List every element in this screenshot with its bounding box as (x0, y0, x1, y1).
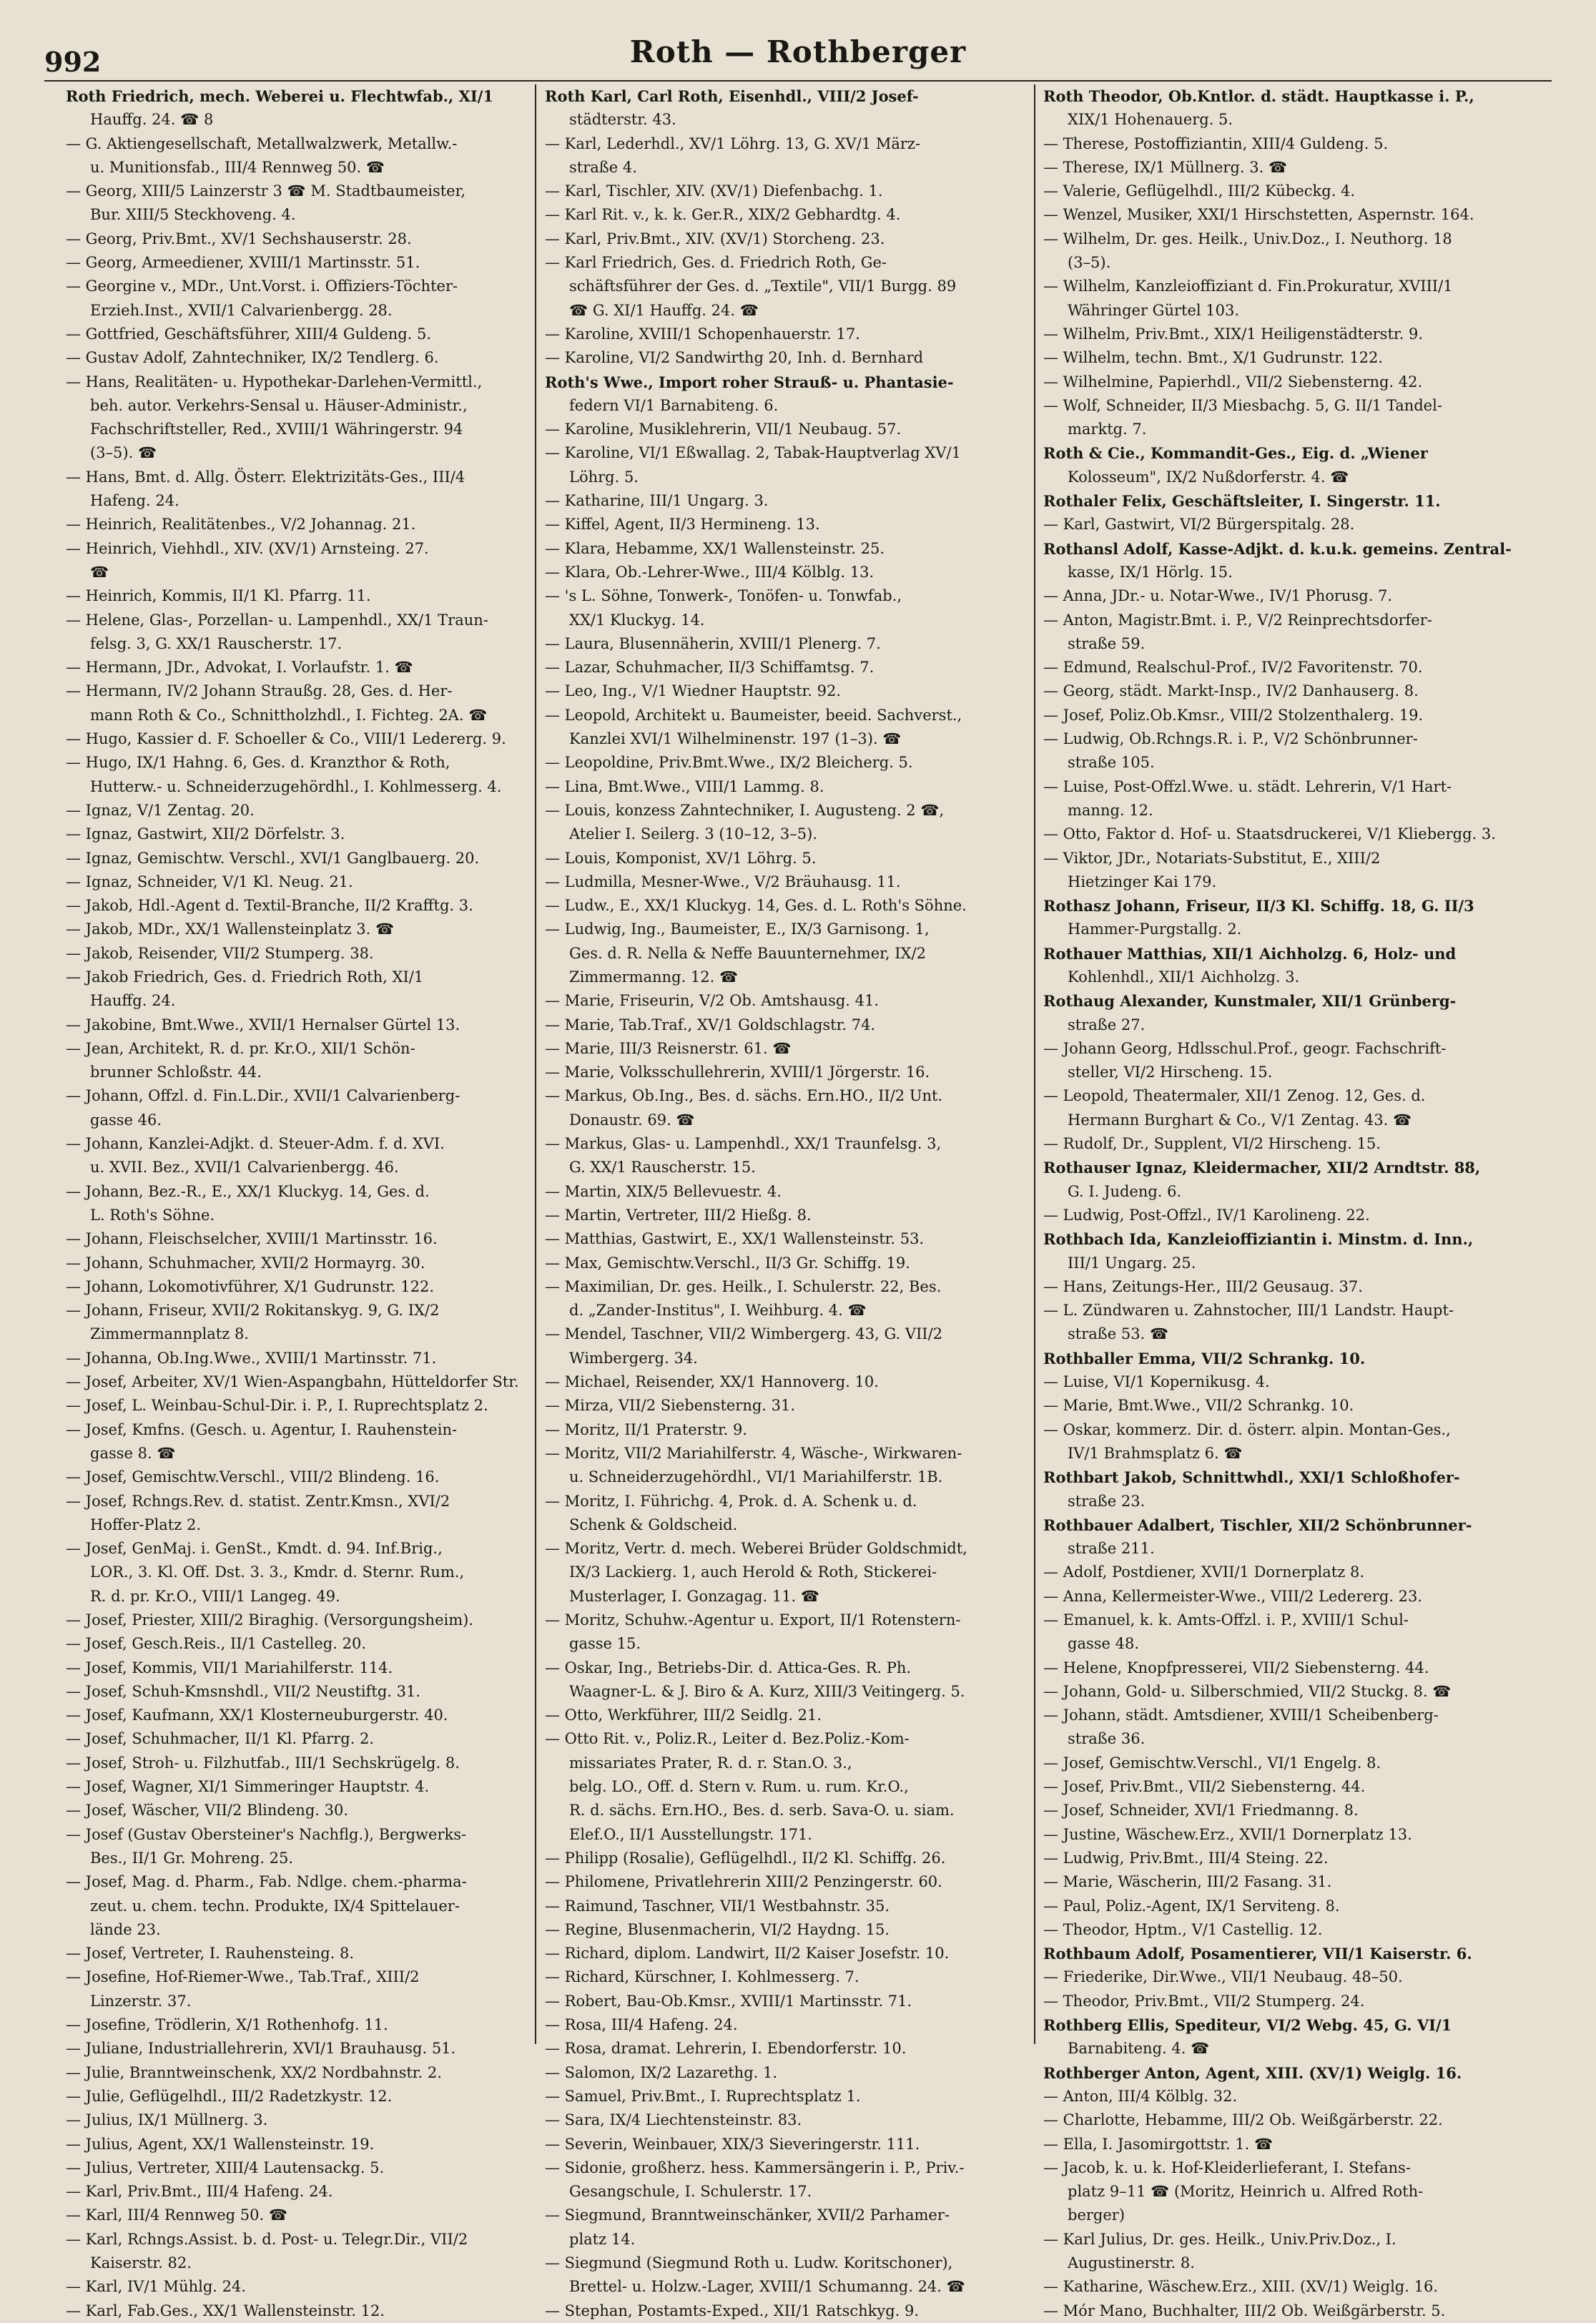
directory-entry: — Gottfried, Geschäftsführer, XIII/4 Guldeng. 5. (66, 325, 432, 343)
directory-entry: Kaiserstr. 82. (90, 2254, 192, 2272)
directory-entry: Fachschriftsteller, Red., XVIII/1 Währingerstr. 94 (90, 421, 463, 438)
directory-entry: — Emanuel, k. k. Amts-Offzl. i. P., XVIII/1 Schul- (1043, 1611, 1409, 1629)
directory-entry: — Sidonie, großherz. hess. Kammersängerin i. P., Priv.- (545, 2159, 965, 2176)
directory-entry: ☎ G. XI/1 Hauffg. 24. ☎ (569, 301, 759, 319)
directory-entry: — Leopold, Architekt u. Baumeister, beeid. Sachverst., (545, 706, 962, 724)
directory-entry: — Marie, Friseurin, V/2 Ob. Amtshausg. 41. (545, 992, 880, 1010)
directory-entry: — Wilhelm, Dr. ges. Heilk., Univ.Doz., I. Neuthorg. 18 (1043, 230, 1452, 247)
directory-entry: Rothberg Ellis, Spediteur, VI/2 Webg. 45, G. VI/1 (1043, 2016, 1452, 2035)
directory-entry: — Adolf, Postdiener, XVII/1 Dornerplatz 8. (1043, 1563, 1364, 1581)
directory-entry: marktg. 7. (1068, 421, 1147, 438)
directory-entry: G. I. Judeng. 6. (1068, 1182, 1182, 1200)
directory-entry: — Josef, Kommis, VII/1 Mariahilferstr. 114. (66, 1659, 393, 1676)
directory-entry: — Rosa, dramat. Lehrerin, I. Ebendorferstr. 10. (545, 2040, 907, 2058)
directory-entry: — Josef, Poliz.Ob.Kmsr., VIII/2 Stolzenthalerg. 19. (1043, 706, 1424, 724)
directory-entry: — Ignaz, Gemischtw. Verschl., XVI/1 Ganglbauerg. 20. (66, 849, 480, 867)
directory-entry: — Karl, IV/1 Mühlg. 24. (66, 2278, 247, 2296)
directory-entry: Roth Karl, Carl Roth, Eisenhdl., VIII/2 Josef- (545, 87, 919, 105)
directory-entry: — Georg, Armeediener, XVIII/1 Martinsstr. 51. (66, 254, 420, 272)
directory-entry: — Moritz, Vertr. d. mech. Weberei Brüder Goldschmidt, (545, 1540, 967, 1558)
directory-entry: — Louis, Komponist, XV/1 Löhrg. 5. (545, 849, 817, 867)
directory-entry: Zimmermanng. 12. ☎ (569, 968, 739, 986)
column-divider (1034, 84, 1035, 2044)
directory-entry: Bur. XIII/5 Steckhoveng. 4. (90, 206, 296, 224)
directory-entry: — Marie, III/3 Reisnerstr. 61. ☎ (545, 1039, 792, 1057)
directory-entry: gasse 46. (90, 1111, 162, 1129)
directory-entry: — Mór Mano, Buchhalter, III/2 Ob. Weißgärberstr. 5. (1043, 2302, 1446, 2319)
directory-entry: — Rudolf, Dr., Supplent, VI/2 Hirscheng. 15. (1043, 1135, 1381, 1153)
column-divider (535, 84, 536, 2044)
directory-entry: — Josef, Priester, XIII/2 Biraghig. (Versorgungsheim). (66, 1611, 474, 1629)
directory-entry: — Johann, Bez.-R., E., XX/1 Kluckyg. 14, Ges. d. (66, 1182, 430, 1200)
directory-entry: — Katharine, Wäschew.Erz., XIII. (XV/1) Weiglg. 16. (1043, 2278, 1438, 2296)
directory-entry: Zimmermannplatz 8. (90, 1325, 249, 1343)
directory-entry: — Sara, IX/4 Liechtensteinstr. 83. (545, 2111, 802, 2129)
directory-entry: kasse, IX/1 Hörlg. 15. (1068, 563, 1233, 581)
directory-entry: Linzerstr. 37. (90, 1992, 192, 2010)
directory-entry: Hammer-Purgstallg. 2. (1068, 920, 1242, 938)
directory-entry: — Karl Julius, Dr. ges. Heilk., Univ.Priv.Doz., I. (1043, 2230, 1396, 2248)
directory-entry: — Ludw., E., XX/1 Kluckyg. 14, Ges. d. L. Roth's Söhne. (545, 897, 967, 915)
directory-entry: — Hans, Zeitungs-Her., III/2 Geusaug. 37. (1043, 1277, 1363, 1295)
directory-entry: — Hans, Bmt. d. Allg. Österr. Elektrizitäts-Ges., III/4 (66, 468, 466, 486)
directory-entry: missariates Prater, R. d. r. Stan.O. 3., (569, 1754, 852, 1772)
directory-entry: XIX/1 Hohenauerg. 5. (1068, 111, 1233, 129)
directory-entry: u. Schneiderzugehördhl., VI/1 Mariahilferstr. 1B. (569, 1468, 943, 1486)
directory-entry: — Therese, IX/1 Müllnerg. 3. ☎ (1043, 158, 1288, 176)
directory-entry: — Ludwig, Post-Offzl., IV/1 Karolineng. 22. (1043, 1206, 1370, 1224)
directory-entry: — Leo, Ing., V/1 Wiedner Hauptstr. 92. (545, 682, 842, 700)
directory-entry: — Leopoldine, Priv.Bmt.Wwe., IX/2 Bleicherg. 5. (545, 754, 913, 772)
directory-entry: — Justine, Wäschew.Erz., XVII/1 Dornerplatz 13. (1043, 1825, 1412, 1843)
directory-entry: Roth Friedrich, mech. Weberei u. Flechtwfab., XI/1 (66, 87, 493, 105)
directory-entry: — Josef, GenMaj. i. GenSt., Kmdt. d. 94. Inf.Brig., (66, 1540, 443, 1558)
directory-entry: Hauffg. 24. (90, 992, 176, 1010)
directory-entry: Roth Theodor, Ob.Kntlor. d. städt. Hauptkasse i. P., (1043, 87, 1474, 105)
directory-entry: berger) (1068, 2206, 1125, 2224)
directory-entry: — Josefine, Hof-Riemer-Wwe., Tab.Traf., XIII/2 (66, 1968, 420, 1986)
directory-entry: — Anton, Magistr.Bmt. i. P., V/2 Reinprechtsdorfer- (1043, 611, 1432, 629)
directory-entry: — Moritz, Schuhw.-Agentur u. Export, II/1 Rotenstern- (545, 1611, 961, 1629)
directory-entry: — Moritz, VII/2 Mariahilferstr. 4, Wäsche-, Wirkwaren- (545, 1444, 962, 1462)
directory-entry: (3–5). (1068, 254, 1111, 272)
directory-entry: — Karoline, VI/2 Sandwirthg 20, Inh. d. Bernhard (545, 349, 924, 367)
directory-entry: gasse 48. (1068, 1635, 1140, 1653)
directory-entry: R. d. sächs. Ern.HO., Bes. d. serb. Sava-O. u. siam. (569, 1802, 955, 1819)
directory-entry: — Josef, Arbeiter, XV/1 Wien-Aspangbahn, Hütteldorfer Str. (66, 1373, 519, 1391)
directory-entry: — Wilhelm, techn. Bmt., X/1 Gudrunstr. 122. (1043, 349, 1384, 367)
directory-entry: — Theodor, Hptm., V/1 Castellig. 12. (1043, 1920, 1323, 1938)
directory-entry: — Karl Rit. v., k. k. Ger.R., XIX/2 Gebhardtg. 4. (545, 206, 901, 224)
directory-entry: — Julius, Vertreter, XIII/4 Lautensackg. 5. (66, 2159, 385, 2176)
directory-entry: Kanzlei XVI/1 Wilhelminenstr. 197 (1–3). ☎ (569, 730, 902, 748)
column-1 (66, 84, 525, 2319)
directory-entry: straße 105. (1068, 754, 1155, 772)
column-2 (545, 84, 1004, 2319)
directory-entry: — Heinrich, Kommis, II/1 Kl. Pfarrg. 11. (66, 587, 371, 605)
directory-entry: — Theodor, Priv.Bmt., VII/2 Stumperg. 24. (1043, 1992, 1365, 2010)
column-3 (1043, 84, 1512, 2319)
directory-entry: u. XVII. Bez., XVII/1 Calvarienbergg. 46. (90, 1159, 399, 1177)
directory-entry: — Juliane, Industriallehrerin, XVI/1 Brauhausg. 51. (66, 2040, 456, 2058)
directory-entry: — Max, Gemischtw.Verschl., II/3 Gr. Schiffg. 19. (545, 1254, 910, 1272)
directory-entry: Währinger Gürtel 103. (1068, 301, 1240, 319)
directory-entry: — Georg, städt. Markt-Insp., IV/2 Danhauserg. 8. (1043, 682, 1419, 700)
directory-entry: — Josef, Schneider, XVI/1 Friedmanng. 8. (1043, 1802, 1359, 1819)
directory-entry: — Josef, Wäscher, VII/2 Blindeng. 30. (66, 1802, 349, 1819)
directory-entry: — Paul, Poliz.-Agent, IX/1 Serviteng. 8. (1043, 1897, 1340, 1915)
directory-entry: — Hugo, Kassier d. F. Schoeller & Co., VIII/1 Ledererg. 9. (66, 730, 506, 748)
directory-entry: Rothauser Ignaz, Kleidermacher, XII/2 Arndtstr. 88, (1043, 1159, 1481, 1177)
directory-entry: — Regine, Blusenmacherin, VI/2 Haydng. 15. (545, 1920, 890, 1938)
directory-entry: — Louis, konzess Zahntechniker, I. Augusteng. 2 ☎, (545, 801, 945, 819)
directory-entry: Roth & Cie., Kommandit-Ges., Eig. d. „Wiener (1043, 444, 1428, 463)
directory-entry: — Heinrich, Viehhdl., XIV. (XV/1) Arnsteing. 27. (66, 539, 429, 557)
directory-entry: Rothauer Matthias, XII/1 Aichholzg. 6, Holz- und (1043, 944, 1457, 963)
directory-entry: Hietzinger Kai 179. (1068, 873, 1217, 890)
directory-entry: Kolosseum", IX/2 Nußdorferstr. 4. ☎ (1068, 468, 1349, 486)
directory-entry: — Karl, III/4 Rennweg 50. ☎ (66, 2206, 288, 2224)
directory-entry: Hutterw.- u. Schneiderzugehördhl., I. Kohlmesserg. 4. (90, 777, 502, 795)
directory-entry: Bes., II/1 Gr. Mohreng. 25. (90, 1849, 294, 1867)
directory-entry: — Karoline, Musiklehrerin, VII/1 Neubaug. 57. (545, 421, 902, 438)
directory-entry: Erzieh.Inst., XVII/1 Calvarienbergg. 28. (90, 301, 393, 319)
directory-entry: G. XX/1 Rauscherstr. 15. (569, 1159, 756, 1177)
directory-entry: — Georg, Priv.Bmt., XV/1 Sechshauserstr. 28. (66, 230, 412, 247)
directory-entry: städterstr. 43. (569, 111, 676, 129)
directory-entry: L. Roth's Söhne. (90, 1206, 215, 1224)
directory-entry: — Martin, XIX/5 Bellevuestr. 4. (545, 1182, 782, 1200)
directory-entry: Wimbergerg. 34. (569, 1349, 698, 1367)
directory-entry: — G. Aktiengesellschaft, Metallwalzwerk, Metallw.- (66, 134, 458, 152)
directory-entry: — Otto, Werkführer, III/2 Seidlg. 21. (545, 1706, 822, 1724)
directory-entry: — Kiffel, Agent, II/3 Hermineng. 13. (545, 516, 820, 534)
directory-entry: — Oskar, kommerz. Dir. d. österr. alpin. Montan-Ges., (1043, 1420, 1451, 1438)
directory-entry: IX/3 Lackierg. 1, auch Herold & Roth, Stickerei- (569, 1563, 937, 1581)
directory-entry: — Siegmund (Siegmund Roth u. Ludw. Koritschoner), (545, 2254, 953, 2272)
directory-entry: — Marie, Volksschullehrerin, XVIII/1 Jörgerstr. 16. (545, 1064, 930, 1081)
directory-entry: — Karl, Priv.Bmt., XIV. (XV/1) Storcheng. 23. (545, 230, 885, 247)
directory-entry: — Julie, Branntweinschenk, XX/2 Nordbahnstr. 2. (66, 2063, 442, 2081)
directory-entry: — Anna, JDr.- u. Notar-Wwe., IV/1 Phorusg. 7. (1043, 587, 1393, 605)
directory-entry: — Josef (Gustav Obersteiner's Nachflg.), Bergwerks- (66, 1825, 467, 1843)
directory-entry: Rothbach Ida, Kanzleioffiziantin i. Minstm. d. Inn., (1043, 1230, 1474, 1249)
directory-entry: — Rosa, III/4 Hafeng. 24. (545, 2016, 738, 2034)
directory-entry: — Richard, Kürschner, I. Kohlmesserg. 7. (545, 1968, 859, 1986)
directory-entry: beh. autor. Verkehrs-Sensal u. Häuser-Administr., (90, 396, 468, 414)
directory-entry: — Leopold, Theatermaler, XII/1 Zenog. 12, Ges. d. (1043, 1087, 1426, 1105)
directory-entry: Barnabiteng. 4. ☎ (1068, 2040, 1210, 2058)
directory-entry: — Johann, Schuhmacher, XVII/2 Hormayrg. 30. (66, 1254, 425, 1272)
directory-entry: — Jakobine, Bmt.Wwe., XVII/1 Hernalser Gürtel 13. (66, 1016, 460, 1033)
directory-entry: — Karl, Rchngs.Assist. b. d. Post- u. Telegr.Dir., VII/2 (66, 2230, 468, 2248)
directory-entry: manng. 12. (1068, 801, 1153, 819)
directory-entry: — Klara, Hebamme, XX/1 Wallensteinstr. 25. (545, 539, 885, 557)
directory-entry: Waagner-L. & J. Biro & A. Kurz, XIII/3 Veitingerg. 5. (569, 1682, 965, 1700)
directory-entry: Hermann Burghart & Co., V/1 Zentag. 43. ☎ (1068, 1111, 1412, 1129)
directory-entry: gasse 15. (569, 1635, 641, 1653)
directory-entry: — Wilhelm, Priv.Bmt., XIX/1 Heiligenstädterstr. 9. (1043, 325, 1424, 343)
directory-entry: — Therese, Postoffiziantin, XIII/4 Guldeng. 5. (1043, 134, 1389, 152)
directory-entry: mann Roth & Co., Schnittholzhdl., I. Fichteg. 2A. ☎ (90, 706, 488, 724)
directory-entry: Kohlenhdl., XII/1 Aichholzg. 3. (1068, 968, 1300, 986)
directory-entry: Rothaug Alexander, Kunstmaler, XII/1 Grünberg- (1043, 992, 1457, 1011)
directory-entry: — Michael, Reisender, XX/1 Hannoverg. 10. (545, 1373, 879, 1391)
directory-entry: — Lina, Bmt.Wwe., VIII/1 Lammg. 8. (545, 777, 824, 795)
directory-entry: — Siegmund, Branntweinschänker, XVII/2 Parhamer- (545, 2206, 950, 2224)
directory-entry: — Josef, Gemischtw.Verschl., VI/1 Engelg. 8. (1043, 1754, 1381, 1772)
directory-entry: — Moritz, II/1 Praterstr. 9. (545, 1420, 748, 1438)
directory-entry: — Josefine, Trödlerin, X/1 Rothenhofg. 11. (66, 2016, 388, 2034)
directory-entry: — Marie, Bmt.Wwe., VII/2 Schrankg. 10. (1043, 1397, 1354, 1415)
directory-entry: — Markus, Ob.Ing., Bes. d. sächs. Ern.HO., II/2 Unt. (545, 1087, 943, 1105)
directory-entry: — Raimund, Taschner, VII/1 Westbahnstr. 35. (545, 1897, 890, 1915)
directory-entry: Augustinerstr. 8. (1068, 2254, 1195, 2272)
directory-entry: — Viktor, JDr., Notariats-Substitut, E., XIII/2 (1043, 849, 1381, 867)
directory-entry: — Luise, VI/1 Kopernikusg. 4. (1043, 1373, 1270, 1391)
directory-entry: — Karl, Lederhdl., XV/1 Löhrg. 13, G. XV/1 März- (545, 134, 921, 152)
directory-entry: — Marie, Wäscherin, III/2 Fasang. 31. (1043, 1873, 1332, 1891)
directory-entry: — Markus, Glas- u. Lampenhdl., XX/1 Traunfelsg. 3, (545, 1135, 942, 1153)
directory-entry: — Wilhelmine, Papierhdl., VII/2 Siebensterng. 42. (1043, 373, 1423, 391)
directory-entry: — Robert, Bau-Ob.Kmsr., XVIII/1 Martinsstr. 71. (545, 1992, 912, 2010)
directory-entry: — Jakob Friedrich, Ges. d. Friedrich Roth, XI/1 (66, 968, 424, 986)
directory-entry: — Severin, Weinbauer, XIX/3 Sieveringerstr. 111. (545, 2135, 920, 2153)
directory-entry: straße 53. ☎ (1068, 1325, 1169, 1343)
directory-entry: Elef.O., II/1 Ausstellungstr. 171. (569, 1825, 812, 1843)
directory-entry: — Friederike, Dir.Wwe., VII/1 Neubaug. 48–50. (1043, 1968, 1403, 1986)
directory-entry: — Jacob, k. u. k. Hof-Kleiderlieferant, I. Stefans- (1043, 2159, 1411, 2176)
directory-entry: — Karoline, XVIII/1 Schopenhauerstr. 17. (545, 325, 860, 343)
directory-entry: — Mendel, Taschner, VII/2 Wimbergerg. 43, G. VII/2 (545, 1325, 943, 1343)
header-rule (44, 80, 1552, 82)
directory-entry: — Josef, Kmfns. (Gesch. u. Agentur, I. Rauhenstein- (66, 1420, 458, 1438)
directory-entry: — Karl Friedrich, Ges. d. Friedrich Roth, Ge- (545, 254, 887, 272)
directory-entry: straße 59. (1068, 634, 1146, 652)
directory-entry: Donaustr. 69. ☎ (569, 1111, 695, 1129)
directory-entry: — Matthias, Gastwirt, E., XX/1 Wallensteinstr. 53. (545, 1230, 925, 1248)
directory-entry: — Heinrich, Realitätenbes., V/2 Johannag. 21. (66, 516, 416, 534)
directory-entry: d. „Zander-Institus", I. Weihburg. 4. ☎ (569, 1302, 867, 1320)
directory-entry: — Karl, Priv.Bmt., III/4 Hafeng. 24. (66, 2183, 333, 2201)
directory-entry: zeut. u. chem. techn. Produkte, IX/4 Spittelauer- (90, 1897, 460, 1915)
directory-entry: — Wolf, Schneider, II/3 Miesbachg. 5, G. II/1 Tandel- (1043, 396, 1442, 414)
directory-entry: — Jakob, MDr., XX/1 Wallensteinplatz 3. ☎ (66, 920, 395, 938)
directory-entry: — Wilhelm, Kanzleioffiziant d. Fin.Prokuratur, XVIII/1 (1043, 278, 1453, 295)
directory-entry: LOR., 3. Kl. Off. Dst. 3. 3., Kmdr. d. Sternr. Rum., (90, 1563, 465, 1581)
directory-entry: Musterlager, I. Gonzagag. 11. ☎ (569, 1587, 820, 1605)
directory-entry: — Georgine v., MDr., Unt.Vorst. i. Offiziers-Töchter- (66, 278, 458, 295)
directory-entry: — Hermann, JDr., Advokat, I. Vorlaufstr. 1. ☎ (66, 659, 413, 677)
directory-entry: — Josef, Gesch.Reis., II/1 Castelleg. 20. (66, 1635, 366, 1653)
directory-entry: — Johann, Offzl. d. Fin.L.Dir., XVII/1 Calvarienberg- (66, 1087, 460, 1105)
directory-entry: — Marie, Tab.Traf., XV/1 Goldschlagstr. 74. (545, 1016, 876, 1033)
directory-entry: Löhrg. 5. (569, 468, 639, 486)
directory-entry: Hauffg. 24. ☎ 8 (90, 111, 214, 129)
directory-entry: — Josef, Priv.Bmt., VII/2 Siebensterng. 44. (1043, 1778, 1366, 1796)
directory-entry: — Julius, Agent, XX/1 Wallensteinstr. 19. (66, 2135, 375, 2153)
directory-entry: — Johann, städt. Amtsdiener, XVIII/1 Scheibenberg- (1043, 1706, 1439, 1724)
directory-entry: — Laura, Blusennäherin, XVIII/1 Plenerg. 7. (545, 634, 881, 652)
directory-entry: Rothbauer Adalbert, Tischler, XII/2 Schönbrunner- (1043, 1516, 1472, 1534)
directory-entry: — Johann, Friseur, XVII/2 Rokitanskyg. 9, G. IX/2 (66, 1302, 440, 1320)
directory-entry: — Hugo, IX/1 Hahng. 6, Ges. d. Kranzthor & Roth, (66, 754, 450, 772)
page-number: 992 (44, 46, 102, 78)
directory-entry: — Charlotte, Hebamme, III/2 Ob. Weißgärberstr. 22. (1043, 2111, 1443, 2129)
directory-entry: — Stephan, Postamts-Exped., XII/1 Ratschkyg. 9. (545, 2302, 920, 2319)
directory-entry: — Philipp (Rosalie), Geflügelhdl., II/2 Kl. Schiffg. 26. (545, 1849, 946, 1867)
directory-entry: — Hans, Realitäten- u. Hypothekar-Darlehen-Vermittl., (66, 373, 483, 391)
directory-entry: Gesangschule, I. Schulerstr. 17. (569, 2183, 812, 2201)
directory-entry: — Johann, Lokomotivführer, X/1 Gudrunstr. 122. (66, 1277, 435, 1295)
directory-entry: Ges. d. R. Nella & Neffe Bauunternehmer, IX/2 (569, 944, 926, 962)
directory-entry: gasse 8. ☎ (90, 1444, 176, 1462)
directory-entry: — Karl, Tischler, XIV. (XV/1) Diefenbachg. 1. (545, 182, 883, 200)
directory-entry: — Ludmilla, Mesner-Wwe., V/2 Bräuhausg. 11. (545, 873, 901, 890)
directory-entry: — Philomene, Privatlehrerin XIII/2 Penzingerstr. 60. (545, 1873, 942, 1891)
directory-entry: — Josef, Mag. d. Pharm., Fab. Ndlge. chem.-pharma- (66, 1873, 467, 1891)
directory-entry: straße 211. (1068, 1540, 1155, 1558)
directory-entry: — Ignaz, V/1 Zentag. 20. (66, 801, 255, 819)
directory-entry: — Johann, Fleischselcher, XVIII/1 Martinsstr. 16. (66, 1230, 438, 1248)
directory-entry: — Karl, Gastwirt, VI/2 Bürgerspitalg. 28. (1043, 516, 1355, 534)
directory-entry: — Ignaz, Schneider, V/1 Kl. Neug. 21. (66, 873, 353, 890)
directory-entry: — Ella, I. Jasomirgottstr. 1. ☎ (1043, 2135, 1274, 2153)
directory-entry: — Josef, Schuhmacher, II/1 Kl. Pfarrg. 2. (66, 1730, 375, 1748)
directory-entry: — Karoline, VI/1 Eßwallag. 2, Tabak-Hauptverlag XV/1 (545, 444, 961, 462)
directory-entry: III/1 Ungarg. 25. (1068, 1254, 1196, 1272)
directory-entry: straße 27. (1068, 1016, 1146, 1033)
directory-entry: — Edmund, Realschul-Prof., IV/2 Favoritenstr. 70. (1043, 659, 1423, 677)
directory-entry: — Josef, Vertreter, I. Rauhensteing. 8. (66, 1945, 355, 1963)
directory-entry: straße 36. (1068, 1730, 1146, 1748)
directory-entry: ☎ (90, 563, 109, 581)
directory-entry: — Josef, Kaufmann, XX/1 Klosterneuburgerstr. 40. (66, 1706, 448, 1724)
directory-entry: — Mirza, VII/2 Siebensterng. 31. (545, 1397, 796, 1415)
directory-entry: Roth's Wwe., Import roher Strauß- u. Phantasie- (545, 373, 954, 391)
directory-entry: federn VI/1 Barnabiteng. 6. (569, 396, 779, 414)
directory-entry: — Katharine, III/1 Ungarg. 3. (545, 492, 769, 510)
directory-entry: Atelier I. Seilerg. 3 (10–12, 3–5). (569, 825, 818, 843)
directory-entry: u. Munitionsfab., III/4 Rennweg 50. ☎ (90, 158, 385, 176)
directory-entry: belg. LO., Off. d. Stern v. Rum. u. rum. Kr.O., (569, 1778, 909, 1796)
directory-entry: — Johanna, Ob.Ing.Wwe., XVIII/1 Martinsstr. 71. (66, 1349, 437, 1367)
directory-entry: — Josef, Wagner, XI/1 Simmeringer Hauptstr. 4. (66, 1778, 430, 1796)
directory-entry: — Samuel, Priv.Bmt., I. Ruprechtsplatz 1. (545, 2087, 861, 2105)
directory-entry: Rothbaum Adolf, Posamentierer, VII/1 Kaiserstr. 6. (1043, 1945, 1472, 1963)
directory-entry: IV/1 Brahmsplatz 6. ☎ (1068, 1444, 1243, 1462)
directory-entry: platz 14. (569, 2230, 636, 2248)
directory-entry: — 's L. Söhne, Tonwerk-, Tonöfen- u. Tonwfab., (545, 587, 902, 605)
directory-entry: — Johann, Kanzlei-Adjkt. d. Steuer-Adm. f. d. XVI. (66, 1135, 445, 1153)
directory-entry: — Moritz, I. Führichg. 4, Prok. d. A. Schenk u. d. (545, 1492, 917, 1510)
directory-entry: — Oskar, Ing., Betriebs-Dir. d. Attica-Ges. R. Ph. (545, 1659, 912, 1676)
directory-entry: Hoffer-Platz 2. (90, 1516, 202, 1533)
directory-entry: (3–5). ☎ (90, 444, 157, 462)
directory-entry: — Ludwig, Ing., Baumeister, E., IX/3 Garnisong. 1, (545, 920, 930, 938)
directory-entry: — Helene, Glas-, Porzellan- u. Lampenhdl., XX/1 Traun- (66, 611, 488, 629)
directory-entry: felsg. 3, G. XX/1 Rauscherstr. 17. (90, 634, 343, 652)
directory-entry: — Jakob, Hdl.-Agent d. Textil-Branche, II/2 Krafftg. 3. (66, 897, 473, 915)
directory-entry: — Ludwig, Priv.Bmt., III/4 Steing. 22. (1043, 1849, 1329, 1867)
directory-entry: — Josef, Rchngs.Rev. d. statist. Zentr.Kmsn., XVI/2 (66, 1492, 450, 1510)
directory-entry: — Wenzel, Musiker, XXI/1 Hirschstetten, Aspernstr. 164. (1043, 206, 1474, 224)
directory-entry: — Jean, Architekt, R. d. pr. Kr.O., XII/1 Schön- (66, 1039, 415, 1057)
directory-entry: — Julie, Geflügelhdl., III/2 Radetzkystr. 12. (66, 2087, 393, 2105)
directory-entry: — Otto Rit. v., Poliz.R., Leiter d. Bez.Poliz.-Kom- (545, 1730, 910, 1748)
directory-entry: — Josef, Gemischtw.Verschl., VIII/2 Blindeng. 16. (66, 1468, 440, 1486)
directory-entry: — Maximilian, Dr. ges. Heilk., I. Schulerstr. 22, Bes. (545, 1277, 942, 1295)
directory-entry: Rothbart Jakob, Schnittwhdl., XXI/1 Schloßhofer- (1043, 1468, 1460, 1487)
directory-entry: — Ludwig, Ob.Rchngs.R. i. P., V/2 Schönbrunner- (1043, 730, 1418, 748)
directory-entry: — Luise, Post-Offzl.Wwe. u. städt. Lehrerin, V/1 Hart- (1043, 777, 1452, 795)
directory-entry: — Johann Georg, Hdlsschul.Prof., geogr. Fachschrift- (1043, 1039, 1447, 1057)
page-header: Roth — Rothberger (629, 34, 967, 69)
directory-entry: R. d. pr. Kr.O., VIII/1 Langeg. 49. (90, 1587, 340, 1605)
directory-entry: — Jakob, Reisender, VII/2 Stumperg. 38. (66, 944, 374, 962)
directory-entry: steller, VI/2 Hirscheng. 15. (1068, 1064, 1273, 1081)
directory-entry: XX/1 Kluckyg. 14. (569, 611, 705, 629)
directory-entry: Rothballer Emma, VII/2 Schrankg. 10. (1043, 1349, 1366, 1367)
directory-entry: — Otto, Faktor d. Hof- u. Staatsdruckerei, V/1 Kliebergg. 3. (1043, 825, 1496, 843)
directory-entry: — Josef, Stroh- u. Filzhutfab., III/1 Sechskrügelg. 8. (66, 1754, 460, 1772)
directory-entry: Rothberger Anton, Agent, XIII. (XV/1) Weiglg. 16. (1043, 2063, 1462, 2082)
directory-entry: platz 9–11 ☎ (Moritz, Heinrich u. Alfred Roth- (1068, 2183, 1424, 2201)
directory-entry: — Karl, Fab.Ges., XX/1 Wallensteinstr. 12. (66, 2302, 385, 2319)
directory-entry: — Salomon, IX/2 Lazarethg. 1. (545, 2063, 778, 2081)
directory-entry: — Helene, Knopfpresserei, VII/2 Siebensterng. 44. (1043, 1659, 1429, 1676)
directory-entry: — Josef, Schuh-Kmsnshdl., VII/2 Neustiftg. 31. (66, 1682, 421, 1700)
directory-entry: — Anna, Kellermeister-Wwe., VIII/2 Ledererg. 23. (1043, 1587, 1423, 1605)
directory-entry: Rothasz Johann, Friseur, II/3 Kl. Schiffg. 18, G. II/3 (1043, 897, 1474, 915)
directory-entry: Hafeng. 24. (90, 492, 179, 510)
directory-entry: Rothaler Felix, Geschäftsleiter, I. Singerstr. 11. (1043, 492, 1441, 511)
directory-entry: — Valerie, Geflügelhdl., III/2 Kübeckg. 4. (1043, 182, 1356, 200)
directory-entry: — Gustav Adolf, Zahntechniker, IX/2 Tendlerg. 6. (66, 349, 439, 367)
directory-entry: Rothansl Adolf, Kasse-Adjkt. d. k.u.k. gemeins. Zentral- (1043, 539, 1512, 558)
directory-entry: — Lazar, Schuhmacher, II/3 Schiffamtsg. 7. (545, 659, 875, 677)
directory-entry: — Richard, diplom. Landwirt, II/2 Kaiser Josefstr. 10. (545, 1945, 950, 1963)
directory-entry: — Martin, Vertreter, III/2 Hießg. 8. (545, 1206, 812, 1224)
directory-entry: — Hermann, IV/2 Johann Straußg. 28, Ges. d. Her- (66, 682, 453, 700)
directory-entry: Schenk & Goldscheid. (569, 1516, 738, 1533)
directory-entry: straße 4. (569, 158, 637, 176)
directory-entry: straße 23. (1068, 1492, 1146, 1510)
directory-entry: — Ignaz, Gastwirt, XII/2 Dörfelstr. 3. (66, 825, 345, 843)
directory-entry: schäftsführer der Ges. d. „Textile", VII/1 Burgg. 89 (569, 278, 957, 295)
directory-entry: — L. Zündwaren u. Zahnstocher, III/1 Landstr. Haupt- (1043, 1302, 1454, 1320)
directory-entry: — Anton, III/4 Kölblg. 32. (1043, 2087, 1238, 2105)
directory-entry: Brettel- u. Holzw.-Lager, XVIII/1 Schumanng. 24. ☎ (569, 2278, 965, 2296)
directory-entry: — Julius, IX/1 Müllnerg. 3. (66, 2111, 268, 2129)
directory-entry: — Klara, Ob.-Lehrer-Wwe., III/4 Kölblg. 13. (545, 563, 875, 581)
directory-entry: brunner Schloßstr. 44. (90, 1064, 262, 1081)
directory-entry: — Johann, Gold- u. Silberschmied, VII/2 Stuckg. 8. ☎ (1043, 1682, 1452, 1700)
directory-entry: lände 23. (90, 1920, 161, 1938)
directory-entry: — Josef, L. Weinbau-Schul-Dir. i. P., I. Ruprechtsplatz 2. (66, 1397, 488, 1415)
directory-entry: — Georg, XIII/5 Lainzerstr 3 ☎ M. Stadtbaumeister, (66, 182, 466, 200)
